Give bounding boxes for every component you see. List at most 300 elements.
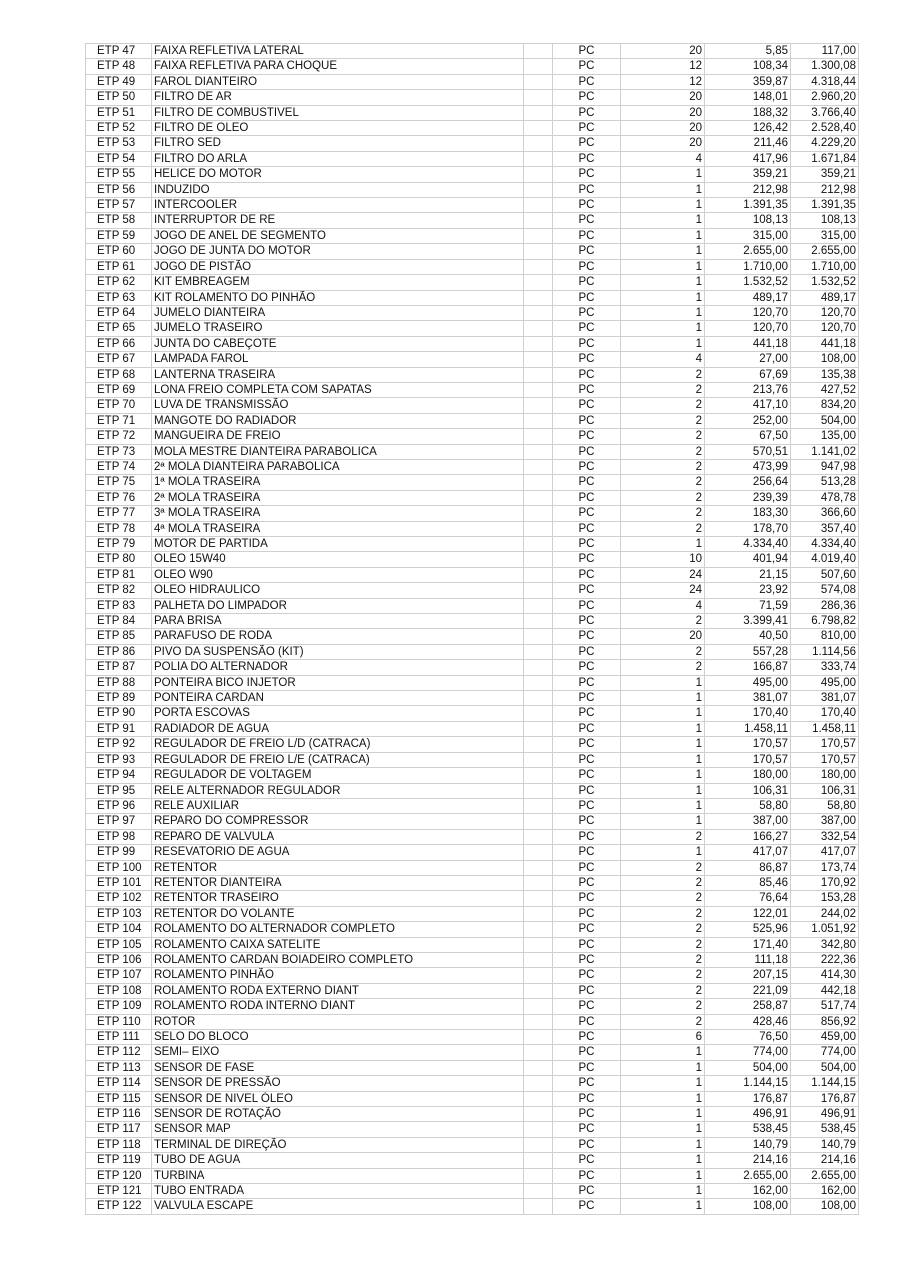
unit-price-cell: 359,87 bbox=[705, 74, 791, 89]
unit-cell: PC bbox=[553, 59, 621, 74]
table-row bbox=[86, 336, 859, 351]
quantity-cell: 2 bbox=[621, 906, 705, 921]
total-cell: 222,36 bbox=[791, 952, 859, 967]
unit-cell: PC bbox=[553, 752, 621, 767]
unit-cell: PC bbox=[553, 583, 621, 598]
table-row bbox=[86, 1091, 859, 1106]
item-code-cell: ETP 107 bbox=[86, 968, 152, 983]
total-cell: 387,00 bbox=[791, 814, 859, 829]
total-cell: 2.655,00 bbox=[791, 244, 859, 259]
item-code-cell: ETP 92 bbox=[86, 737, 152, 752]
quantity-cell: 1 bbox=[621, 1168, 705, 1183]
blank-cell bbox=[524, 290, 553, 305]
item-code-cell: ETP 79 bbox=[86, 537, 152, 552]
unit-cell: PC bbox=[553, 228, 621, 243]
unit-price-cell: 211,46 bbox=[705, 136, 791, 151]
description-cell: MANGOTE DO RADIADOR bbox=[152, 413, 524, 428]
quantity-cell: 2 bbox=[621, 413, 705, 428]
blank-cell bbox=[524, 198, 553, 213]
item-code-cell: ETP 61 bbox=[86, 259, 152, 274]
item-code-cell: ETP 119 bbox=[86, 1153, 152, 1168]
total-cell: 170,40 bbox=[791, 706, 859, 721]
quantity-cell: 20 bbox=[621, 44, 705, 59]
description-cell: 4ª MOLA TRASEIRA bbox=[152, 521, 524, 536]
unit-price-cell: 162,00 bbox=[705, 1184, 791, 1199]
quantity-cell: 1 bbox=[621, 321, 705, 336]
unit-cell: PC bbox=[553, 660, 621, 675]
unit-price-cell: 258,87 bbox=[705, 999, 791, 1014]
table-row bbox=[86, 429, 859, 444]
quantity-cell: 1 bbox=[621, 845, 705, 860]
description-cell: RETENTOR DIANTEIRA bbox=[152, 875, 524, 890]
item-code-cell: ETP 121 bbox=[86, 1184, 152, 1199]
description-cell: KIT ROLAMENTO DO PINHÃO bbox=[152, 290, 524, 305]
blank-cell bbox=[524, 937, 553, 952]
blank-cell bbox=[524, 429, 553, 444]
item-code-cell: ETP 100 bbox=[86, 860, 152, 875]
table-row bbox=[86, 952, 859, 967]
unit-cell: PC bbox=[553, 336, 621, 351]
unit-price-cell: 140,79 bbox=[705, 1137, 791, 1152]
item-code-cell: ETP 58 bbox=[86, 213, 152, 228]
total-cell: 244,02 bbox=[791, 906, 859, 921]
total-cell: 774,00 bbox=[791, 1045, 859, 1060]
table-row bbox=[86, 167, 859, 182]
quantity-cell: 2 bbox=[621, 506, 705, 521]
unit-price-cell: 473,99 bbox=[705, 459, 791, 474]
quantity-cell: 1 bbox=[621, 336, 705, 351]
unit-cell: PC bbox=[553, 845, 621, 860]
total-cell: 162,00 bbox=[791, 1184, 859, 1199]
total-cell: 4.019,40 bbox=[791, 552, 859, 567]
quantity-cell: 1 bbox=[621, 1076, 705, 1091]
table-row bbox=[86, 845, 859, 860]
table-row bbox=[86, 737, 859, 752]
unit-price-cell: 417,96 bbox=[705, 151, 791, 166]
table-row bbox=[86, 614, 859, 629]
item-code-cell: ETP 106 bbox=[86, 952, 152, 967]
total-cell: 4.334,40 bbox=[791, 537, 859, 552]
description-cell: REGULADOR DE VOLTAGEM bbox=[152, 768, 524, 783]
blank-cell bbox=[524, 768, 553, 783]
unit-cell: PC bbox=[553, 444, 621, 459]
item-code-cell: ETP 85 bbox=[86, 629, 152, 644]
quantity-cell: 10 bbox=[621, 552, 705, 567]
table-row bbox=[86, 691, 859, 706]
total-cell: 357,40 bbox=[791, 521, 859, 536]
description-cell: LONA FREIO COMPLETA COM SAPATAS bbox=[152, 382, 524, 397]
quantity-cell: 2 bbox=[621, 614, 705, 629]
item-code-cell: ETP 81 bbox=[86, 567, 152, 582]
blank-cell bbox=[524, 1091, 553, 1106]
blank-cell bbox=[524, 829, 553, 844]
table-row bbox=[86, 275, 859, 290]
unit-price-cell: 417,10 bbox=[705, 398, 791, 413]
unit-price-cell: 221,09 bbox=[705, 983, 791, 998]
quantity-cell: 1 bbox=[621, 798, 705, 813]
description-cell: VALVULA ESCAPE bbox=[152, 1199, 524, 1214]
table-row bbox=[86, 1045, 859, 1060]
unit-cell: PC bbox=[553, 860, 621, 875]
total-cell: 417,07 bbox=[791, 845, 859, 860]
item-code-cell: ETP 104 bbox=[86, 922, 152, 937]
quantity-cell: 1 bbox=[621, 1091, 705, 1106]
description-cell: RELE AUXILIAR bbox=[152, 798, 524, 813]
quantity-cell: 1 bbox=[621, 1153, 705, 1168]
item-code-cell: ETP 63 bbox=[86, 290, 152, 305]
total-cell: 441,18 bbox=[791, 336, 859, 351]
table-row bbox=[86, 367, 859, 382]
item-code-cell: ETP 52 bbox=[86, 121, 152, 136]
blank-cell bbox=[524, 644, 553, 659]
item-code-cell: ETP 102 bbox=[86, 891, 152, 906]
blank-cell bbox=[524, 537, 553, 552]
description-cell: ROLAMENTO PINHÃO bbox=[152, 968, 524, 983]
table-row bbox=[86, 1060, 859, 1075]
item-code-cell: ETP 77 bbox=[86, 506, 152, 521]
quantity-cell: 1 bbox=[621, 259, 705, 274]
quantity-cell: 1 bbox=[621, 737, 705, 752]
table-row bbox=[86, 829, 859, 844]
blank-cell bbox=[524, 691, 553, 706]
unit-price-cell: 239,39 bbox=[705, 490, 791, 505]
table-row bbox=[86, 1107, 859, 1122]
item-code-cell: ETP 120 bbox=[86, 1168, 152, 1183]
blank-cell bbox=[524, 59, 553, 74]
quantity-cell: 24 bbox=[621, 567, 705, 582]
unit-cell: PC bbox=[553, 1168, 621, 1183]
table-row bbox=[86, 891, 859, 906]
table-row bbox=[86, 768, 859, 783]
table-row bbox=[86, 105, 859, 120]
quantity-cell: 2 bbox=[621, 382, 705, 397]
unit-price-cell: 176,87 bbox=[705, 1091, 791, 1106]
unit-cell: PC bbox=[553, 1122, 621, 1137]
total-cell: 170,57 bbox=[791, 752, 859, 767]
total-cell: 108,00 bbox=[791, 352, 859, 367]
quantity-cell: 2 bbox=[621, 983, 705, 998]
item-code-cell: ETP 64 bbox=[86, 305, 152, 320]
unit-price-cell: 76,64 bbox=[705, 891, 791, 906]
unit-cell: PC bbox=[553, 614, 621, 629]
blank-cell bbox=[524, 999, 553, 1014]
table-row bbox=[86, 521, 859, 536]
description-cell: 1ª MOLA TRASEIRA bbox=[152, 475, 524, 490]
unit-price-cell: 71,59 bbox=[705, 598, 791, 613]
unit-cell: PC bbox=[553, 136, 621, 151]
table-row bbox=[86, 1014, 859, 1029]
item-code-cell: ETP 54 bbox=[86, 151, 152, 166]
unit-price-cell: 58,80 bbox=[705, 798, 791, 813]
item-code-cell: ETP 113 bbox=[86, 1060, 152, 1075]
unit-price-cell: 67,50 bbox=[705, 429, 791, 444]
description-cell: PONTEIRA BICO INJETOR bbox=[152, 675, 524, 690]
quantity-cell: 20 bbox=[621, 121, 705, 136]
total-cell: 1.532,52 bbox=[791, 275, 859, 290]
unit-price-cell: 428,46 bbox=[705, 1014, 791, 1029]
table-row bbox=[86, 598, 859, 613]
total-cell: 173,74 bbox=[791, 860, 859, 875]
unit-cell: PC bbox=[553, 891, 621, 906]
blank-cell bbox=[524, 845, 553, 860]
blank-cell bbox=[524, 444, 553, 459]
item-code-cell: ETP 47 bbox=[86, 44, 152, 59]
unit-cell: PC bbox=[553, 429, 621, 444]
blank-cell bbox=[524, 1045, 553, 1060]
item-code-cell: ETP 98 bbox=[86, 829, 152, 844]
description-cell: HELICE DO MOTOR bbox=[152, 167, 524, 182]
total-cell: 333,74 bbox=[791, 660, 859, 675]
table-row bbox=[86, 305, 859, 320]
blank-cell bbox=[524, 367, 553, 382]
total-cell: 427,52 bbox=[791, 382, 859, 397]
unit-price-cell: 570,51 bbox=[705, 444, 791, 459]
quantity-cell: 1 bbox=[621, 783, 705, 798]
table-row bbox=[86, 675, 859, 690]
unit-cell: PC bbox=[553, 490, 621, 505]
description-cell: JOGO DE JUNTA DO MOTOR bbox=[152, 244, 524, 259]
blank-cell bbox=[524, 660, 553, 675]
unit-price-cell: 126,42 bbox=[705, 121, 791, 136]
quantity-cell: 1 bbox=[621, 752, 705, 767]
unit-price-cell: 207,15 bbox=[705, 968, 791, 983]
total-cell: 1.300,08 bbox=[791, 59, 859, 74]
unit-price-cell: 171,40 bbox=[705, 937, 791, 952]
item-code-cell: ETP 69 bbox=[86, 382, 152, 397]
description-cell: REPARO DO COMPRESSOR bbox=[152, 814, 524, 829]
total-cell: 117,00 bbox=[791, 44, 859, 59]
total-cell: 1.391,35 bbox=[791, 198, 859, 213]
unit-cell: PC bbox=[553, 814, 621, 829]
blank-cell bbox=[524, 167, 553, 182]
total-cell: 214,16 bbox=[791, 1153, 859, 1168]
quantity-cell: 2 bbox=[621, 952, 705, 967]
item-code-cell: ETP 65 bbox=[86, 321, 152, 336]
table-row bbox=[86, 537, 859, 552]
unit-cell: PC bbox=[553, 167, 621, 182]
total-cell: 4.318,44 bbox=[791, 74, 859, 89]
unit-price-cell: 27,00 bbox=[705, 352, 791, 367]
quantity-cell: 2 bbox=[621, 429, 705, 444]
description-cell: FILTRO DE OLEO bbox=[152, 121, 524, 136]
item-code-cell: ETP 99 bbox=[86, 845, 152, 860]
table-row bbox=[86, 244, 859, 259]
blank-cell bbox=[524, 1137, 553, 1152]
blank-cell bbox=[524, 706, 553, 721]
blank-cell bbox=[524, 1199, 553, 1214]
description-cell: INTERCOOLER bbox=[152, 198, 524, 213]
item-code-cell: ETP 83 bbox=[86, 598, 152, 613]
quantity-cell: 2 bbox=[621, 521, 705, 536]
blank-cell bbox=[524, 721, 553, 736]
unit-cell: PC bbox=[553, 182, 621, 197]
item-code-cell: ETP 59 bbox=[86, 228, 152, 243]
item-code-cell: ETP 86 bbox=[86, 644, 152, 659]
description-cell: MOLA MESTRE DIANTEIRA PARABOLICA bbox=[152, 444, 524, 459]
item-code-cell: ETP 82 bbox=[86, 583, 152, 598]
unit-price-cell: 212,98 bbox=[705, 182, 791, 197]
description-cell: SENSOR DE FASE bbox=[152, 1060, 524, 1075]
total-cell: 947,98 bbox=[791, 459, 859, 474]
blank-cell bbox=[524, 506, 553, 521]
blank-cell bbox=[524, 1184, 553, 1199]
total-cell: 170,92 bbox=[791, 875, 859, 890]
quantity-cell: 20 bbox=[621, 90, 705, 105]
table-row bbox=[86, 151, 859, 166]
unit-price-cell: 256,64 bbox=[705, 475, 791, 490]
description-cell: ROLAMENTO CARDAN BOIADEIRO COMPLETO bbox=[152, 952, 524, 967]
item-code-cell: ETP 118 bbox=[86, 1137, 152, 1152]
blank-cell bbox=[524, 583, 553, 598]
unit-cell: PC bbox=[553, 906, 621, 921]
unit-price-cell: 170,40 bbox=[705, 706, 791, 721]
total-cell: 1.671,84 bbox=[791, 151, 859, 166]
unit-cell: PC bbox=[553, 259, 621, 274]
total-cell: 513,28 bbox=[791, 475, 859, 490]
description-cell: SENSOR DE NIVEL ÓLEO bbox=[152, 1091, 524, 1106]
quantity-cell: 1 bbox=[621, 228, 705, 243]
unit-cell: PC bbox=[553, 1199, 621, 1214]
description-cell: JOGO DE ANEL DE SEGMENTO bbox=[152, 228, 524, 243]
unit-price-cell: 120,70 bbox=[705, 305, 791, 320]
table-row bbox=[86, 290, 859, 305]
unit-cell: PC bbox=[553, 367, 621, 382]
item-code-cell: ETP 116 bbox=[86, 1107, 152, 1122]
unit-price-cell: 315,00 bbox=[705, 228, 791, 243]
unit-price-cell: 111,18 bbox=[705, 952, 791, 967]
unit-price-cell: 166,87 bbox=[705, 660, 791, 675]
total-cell: 1.114,56 bbox=[791, 644, 859, 659]
blank-cell bbox=[524, 968, 553, 983]
total-cell: 153,28 bbox=[791, 891, 859, 906]
description-cell: PARA BRISA bbox=[152, 614, 524, 629]
blank-cell bbox=[524, 752, 553, 767]
quantity-cell: 1 bbox=[621, 305, 705, 320]
unit-cell: PC bbox=[553, 321, 621, 336]
unit-price-cell: 21,15 bbox=[705, 567, 791, 582]
quantity-cell: 2 bbox=[621, 875, 705, 890]
blank-cell bbox=[524, 321, 553, 336]
total-cell: 108,13 bbox=[791, 213, 859, 228]
parts-table-body bbox=[86, 44, 859, 1215]
table-row bbox=[86, 74, 859, 89]
unit-cell: PC bbox=[553, 506, 621, 521]
unit-cell: PC bbox=[553, 459, 621, 474]
item-code-cell: ETP 51 bbox=[86, 105, 152, 120]
total-cell: 170,57 bbox=[791, 737, 859, 752]
blank-cell bbox=[524, 352, 553, 367]
item-code-cell: ETP 75 bbox=[86, 475, 152, 490]
description-cell: SENSOR DE ROTAÇÃO bbox=[152, 1107, 524, 1122]
unit-price-cell: 387,00 bbox=[705, 814, 791, 829]
table-row bbox=[86, 198, 859, 213]
unit-cell: PC bbox=[553, 675, 621, 690]
description-cell: POLIA DO ALTERNADOR bbox=[152, 660, 524, 675]
unit-cell: PC bbox=[553, 44, 621, 59]
description-cell: LUVA DE TRANSMISSÃO bbox=[152, 398, 524, 413]
blank-cell bbox=[524, 1153, 553, 1168]
unit-price-cell: 1.391,35 bbox=[705, 198, 791, 213]
unit-cell: PC bbox=[553, 1045, 621, 1060]
blank-cell bbox=[524, 74, 553, 89]
unit-cell: PC bbox=[553, 90, 621, 105]
quantity-cell: 2 bbox=[621, 1014, 705, 1029]
quantity-cell: 1 bbox=[621, 1107, 705, 1122]
item-code-cell: ETP 78 bbox=[86, 521, 152, 536]
description-cell: INTERRUPTOR DE RE bbox=[152, 213, 524, 228]
unit-price-cell: 504,00 bbox=[705, 1060, 791, 1075]
table-row bbox=[86, 937, 859, 952]
item-code-cell: ETP 88 bbox=[86, 675, 152, 690]
item-code-cell: ETP 62 bbox=[86, 275, 152, 290]
blank-cell bbox=[524, 490, 553, 505]
table-row bbox=[86, 1137, 859, 1152]
unit-cell: PC bbox=[553, 475, 621, 490]
unit-price-cell: 86,87 bbox=[705, 860, 791, 875]
quantity-cell: 20 bbox=[621, 105, 705, 120]
description-cell: 3ª MOLA TRASEIRA bbox=[152, 506, 524, 521]
description-cell: FAIXA REFLETIVA LATERAL bbox=[152, 44, 524, 59]
unit-price-cell: 170,57 bbox=[705, 752, 791, 767]
unit-cell: PC bbox=[553, 290, 621, 305]
total-cell: 140,79 bbox=[791, 1137, 859, 1152]
total-cell: 1.144,15 bbox=[791, 1076, 859, 1091]
unit-price-cell: 774,00 bbox=[705, 1045, 791, 1060]
quantity-cell: 1 bbox=[621, 1137, 705, 1152]
unit-price-cell: 122,01 bbox=[705, 906, 791, 921]
unit-price-cell: 188,32 bbox=[705, 105, 791, 120]
item-code-cell: ETP 80 bbox=[86, 552, 152, 567]
unit-price-cell: 2.655,00 bbox=[705, 244, 791, 259]
item-code-cell: ETP 72 bbox=[86, 429, 152, 444]
total-cell: 135,38 bbox=[791, 367, 859, 382]
description-cell: LAMPADA FAROL bbox=[152, 352, 524, 367]
quantity-cell: 1 bbox=[621, 691, 705, 706]
item-code-cell: ETP 91 bbox=[86, 721, 152, 736]
total-cell: 4.229,20 bbox=[791, 136, 859, 151]
item-code-cell: ETP 101 bbox=[86, 875, 152, 890]
unit-price-cell: 2.655,00 bbox=[705, 1168, 791, 1183]
item-code-cell: ETP 96 bbox=[86, 798, 152, 813]
quantity-cell: 1 bbox=[621, 213, 705, 228]
description-cell: FILTRO SED bbox=[152, 136, 524, 151]
blank-cell bbox=[524, 922, 553, 937]
description-cell: JUMELO DIANTEIRA bbox=[152, 305, 524, 320]
description-cell: JUMELO TRASEIRO bbox=[152, 321, 524, 336]
unit-price-cell: 106,31 bbox=[705, 783, 791, 798]
table-row bbox=[86, 398, 859, 413]
quantity-cell: 1 bbox=[621, 244, 705, 259]
description-cell: FILTRO DE AR bbox=[152, 90, 524, 105]
unit-price-cell: 120,70 bbox=[705, 321, 791, 336]
unit-price-cell: 359,21 bbox=[705, 167, 791, 182]
quantity-cell: 1 bbox=[621, 1122, 705, 1137]
description-cell: REGULADOR DE FREIO L/E (CATRACA) bbox=[152, 752, 524, 767]
description-cell: TUBO DE AGUA bbox=[152, 1153, 524, 1168]
table-row bbox=[86, 983, 859, 998]
unit-price-cell: 178,70 bbox=[705, 521, 791, 536]
blank-cell bbox=[524, 875, 553, 890]
unit-cell: PC bbox=[553, 968, 621, 983]
total-cell: 359,21 bbox=[791, 167, 859, 182]
blank-cell bbox=[524, 1030, 553, 1045]
quantity-cell: 1 bbox=[621, 675, 705, 690]
unit-cell: PC bbox=[553, 74, 621, 89]
description-cell: PIVO DA SUSPENSÃO (KIT) bbox=[152, 644, 524, 659]
blank-cell bbox=[524, 44, 553, 59]
description-cell: PARAFUSO DE RODA bbox=[152, 629, 524, 644]
unit-price-cell: 1.458,11 bbox=[705, 721, 791, 736]
